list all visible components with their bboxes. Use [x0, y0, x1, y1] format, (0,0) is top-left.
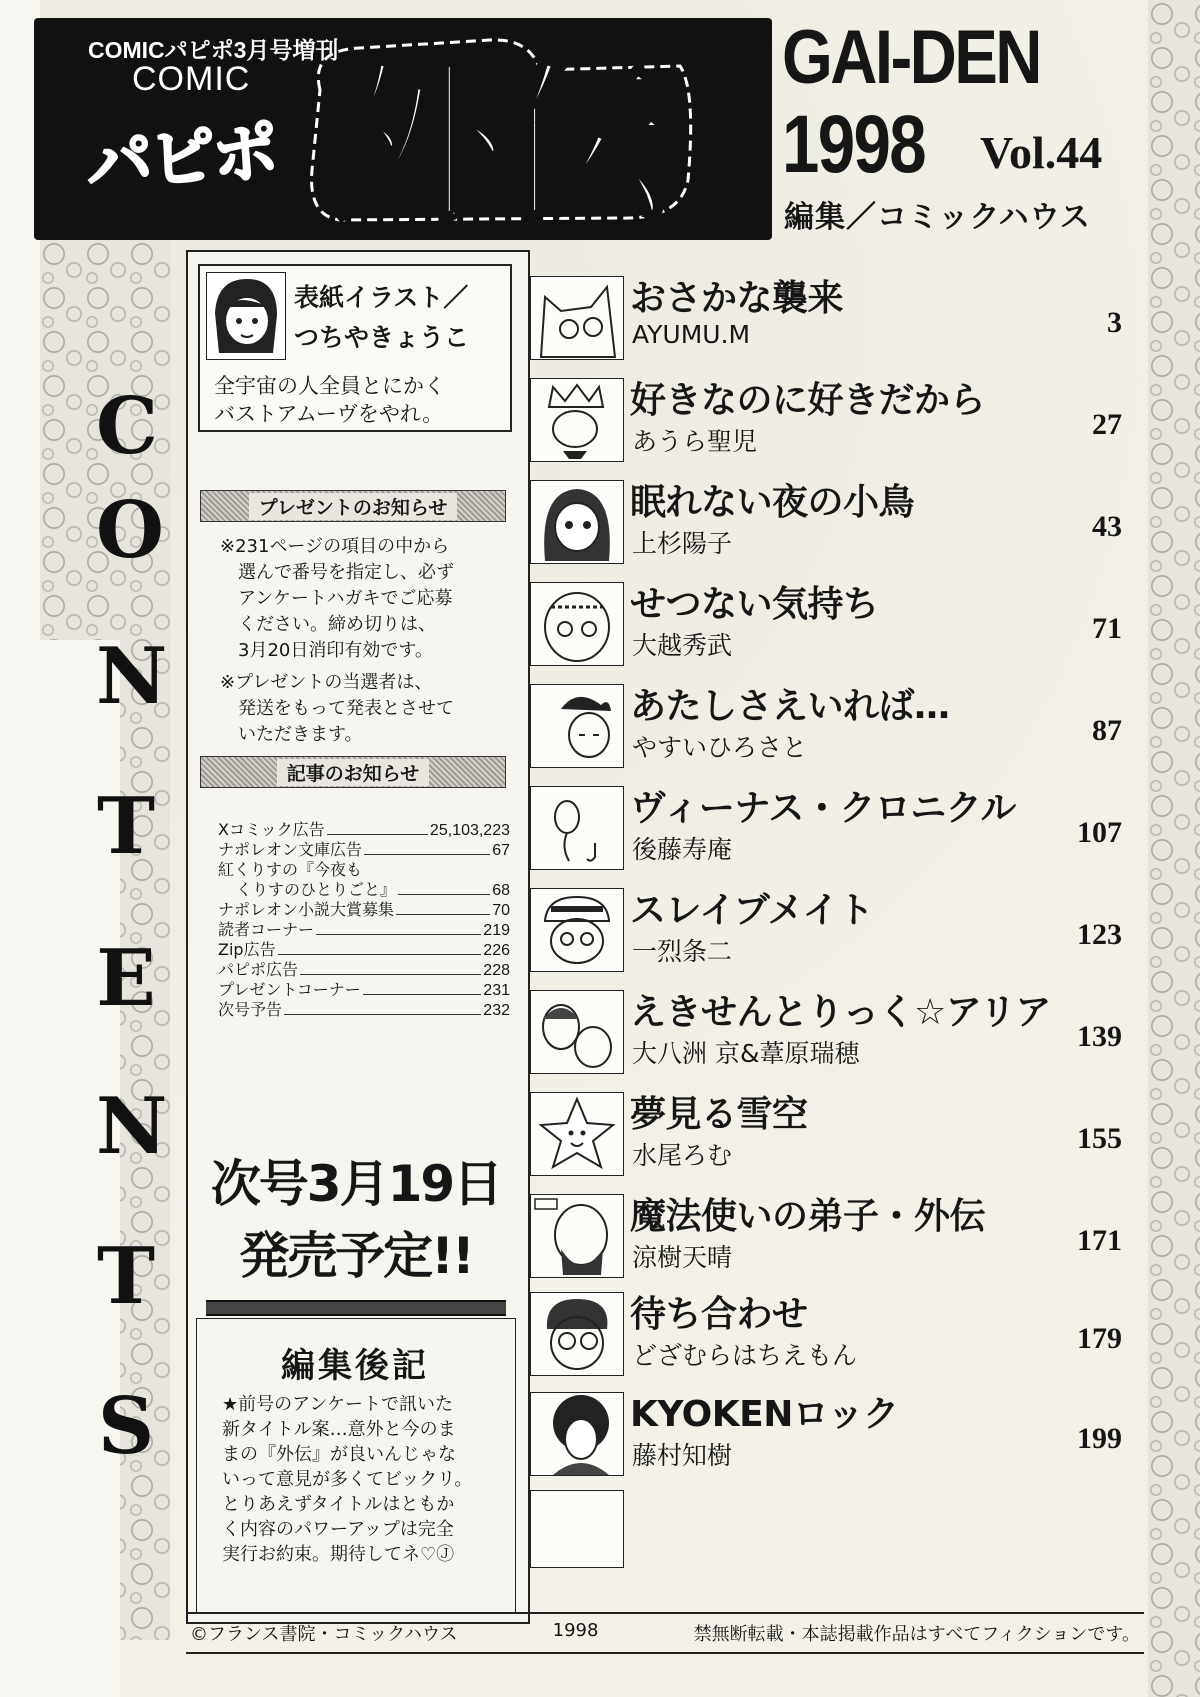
afterword-line: まの『外伝』が良いんじゃな [222, 1444, 456, 1465]
glasses-man-icon [530, 1292, 624, 1376]
toc-entry[interactable] [530, 1284, 1142, 1380]
divider [206, 1300, 506, 1316]
toc-entry[interactable] [530, 982, 1142, 1078]
leader-line [316, 934, 481, 935]
article-name: ナポレオン文庫広告 [218, 840, 363, 859]
leader-line [327, 834, 428, 835]
comic-word: COMIC [132, 60, 251, 98]
toc-author: やすいひろさと [632, 733, 808, 762]
article-page: 231 [483, 982, 510, 999]
leader-line [278, 954, 482, 955]
article-name: プレゼントコーナー [218, 980, 361, 999]
article-page: 68 [492, 882, 510, 899]
empty-thumbnail [530, 1490, 624, 1568]
article-name: Zip広告 [218, 940, 276, 959]
footer-rule [186, 1652, 1144, 1654]
afterword-title: 編集後記 [281, 1346, 429, 1386]
toc-entry[interactable] [530, 472, 1142, 568]
gaiden-title: GAI-DEN [782, 15, 1040, 100]
girl-face-icon [530, 480, 624, 564]
toc-page: 27 [1092, 408, 1122, 441]
articles-heading-bar [200, 756, 506, 788]
cover-artist-thumbnail [206, 272, 286, 360]
article-name: 読者コーナー [218, 920, 315, 939]
toc-entry[interactable] [530, 574, 1142, 670]
list-item [218, 980, 510, 1000]
leader-line [364, 854, 490, 855]
present-line: 3月20日消印有効です。 [238, 640, 433, 661]
toc-author: 後藤寿庵 [632, 835, 733, 864]
articles-heading: 記事のお知らせ [277, 759, 429, 786]
present-heading: プレゼントのお知らせ [249, 493, 458, 520]
cover-note [214, 372, 504, 428]
article-name: ナポレオン小説大賞募集 [218, 900, 395, 919]
toc-title: えきせんとりっく☆アリア [630, 992, 1051, 1033]
leader-line [363, 994, 482, 995]
toc-page: 71 [1092, 612, 1122, 645]
toc-page: 3 [1107, 306, 1122, 339]
bubble-pattern-right [1148, 0, 1200, 1697]
afterword-line: く内容のパワーアップは完全 [222, 1519, 454, 1540]
article-name: くりすのひとりごと』 [236, 880, 397, 899]
title-logo-text: 外伝 [333, 40, 665, 244]
toc-entry[interactable] [530, 1186, 1142, 1282]
present-paragraph-1 [220, 534, 510, 664]
cover-artist: つちやきょうこ [294, 323, 470, 352]
toc-title: あたしさえいれば… [630, 686, 950, 727]
magazine-logo: パピポ [83, 113, 278, 204]
article-page: 228 [483, 962, 510, 979]
toc-title: 魔法使いの弟子・外伝 [630, 1196, 986, 1237]
list-item [218, 1000, 510, 1020]
toc-entry[interactable] [530, 268, 1142, 364]
list-item [218, 840, 510, 860]
cover-note-line: 全宇宙の人全員とにかく [214, 374, 445, 398]
afterword-line: 新タイトル案…意外と今のま [222, 1419, 456, 1440]
toc-title: 眠れない夜の小鳥 [630, 482, 915, 523]
article-page: 226 [483, 942, 510, 959]
present-heading-bar [200, 490, 506, 522]
toc-page: 139 [1077, 1020, 1122, 1053]
smiling-star-icon [530, 1092, 624, 1176]
list-item [218, 960, 510, 980]
toc-entry[interactable] [530, 880, 1142, 976]
afterword-line: ★前号のアンケートで訊いた [222, 1394, 454, 1415]
girl-back-icon [530, 786, 624, 870]
toc-author: 上杉陽子 [632, 529, 733, 558]
afterword-text [222, 1392, 508, 1567]
footer-rule [186, 1612, 1144, 1614]
contents-letter: T [96, 1231, 156, 1322]
next-issue-release: 発売予定!! [239, 1227, 473, 1285]
contents-letter: E [96, 933, 156, 1024]
present-paragraph-2 [220, 670, 510, 748]
article-name: Xコミック広告 [218, 820, 325, 839]
toc-author: 涼樹天晴 [632, 1243, 733, 1272]
contents-letter: O [96, 485, 164, 576]
toc-entry[interactable] [530, 1084, 1142, 1180]
toc-page: 123 [1077, 918, 1122, 951]
article-list [218, 820, 510, 1020]
article-name: 紅くりすの『今夜も [218, 860, 363, 879]
present-line: いただきます。 [238, 724, 363, 745]
cover-note-line: バストアムーヴをやれ。 [214, 402, 444, 426]
cap-boy-icon [530, 888, 624, 972]
toc-title: 好きなのに好きだから [630, 380, 986, 421]
toc-page: 107 [1077, 816, 1122, 849]
toc-title: 待ち合わせ [630, 1294, 808, 1335]
list-item [218, 940, 510, 960]
cat-with-crown-icon [530, 378, 624, 462]
toc-title: KYOKENロック [630, 1394, 899, 1435]
bald-man-icon [530, 1194, 624, 1278]
toc-author: あうら聖児 [632, 427, 758, 456]
article-page: 25,103,223 [429, 822, 510, 839]
contents-letter: S [97, 1381, 155, 1472]
toc-title: ヴィーナス・クロニクル [630, 788, 1016, 829]
list-item [218, 820, 510, 840]
bandaged-face-icon [530, 582, 624, 666]
list-item [218, 880, 510, 900]
supplement-line: COMICパピポ3月号増刊 [88, 37, 339, 63]
girl-face-icon [207, 273, 285, 359]
contents-letter: T [96, 781, 156, 872]
leader-line [284, 1014, 481, 1015]
afro-man-icon [530, 1392, 624, 1476]
article-page: 70 [492, 902, 510, 919]
editor-credit: 編集／コミックハウス [784, 200, 1091, 235]
leader-line [396, 914, 490, 915]
article-page: 232 [483, 1002, 510, 1019]
toc-title: 夢見る雪空 [630, 1094, 808, 1135]
toc-author: 水尾ろむ [632, 1141, 733, 1170]
two-faces-icon [530, 990, 624, 1074]
present-line: アンケートハガキでご応募 [238, 588, 453, 609]
sleepy-boy-icon [530, 684, 624, 768]
toc-page: 155 [1077, 1122, 1122, 1155]
volume-label: Vol.44 [980, 127, 1103, 178]
present-line: 選んで番号を指定し、必ず [238, 562, 454, 583]
toc-title: せつない気持ち [630, 584, 879, 625]
toc-author: 藤村知樹 [632, 1441, 733, 1470]
toc-entry[interactable] [530, 370, 1142, 466]
toc-page: 199 [1077, 1422, 1122, 1455]
toc-author: 大越秀武 [632, 631, 733, 660]
article-page: 67 [492, 842, 510, 859]
present-line: ください。締め切りは、 [238, 614, 436, 635]
next-issue-announcement [196, 1148, 516, 1292]
footer-year: 1998 [552, 1620, 599, 1641]
toc-title: おさかな襲来 [630, 278, 844, 319]
present-line: 発送をもって発表とさせて [238, 698, 454, 719]
toc-author: AYUMU.M [632, 320, 751, 349]
afterword-line: とりあえずタイトルはともか [222, 1494, 455, 1515]
contents-letter: C [96, 381, 159, 472]
list-item [218, 920, 510, 940]
toc-page: 171 [1077, 1224, 1122, 1257]
contents-letter: N [96, 1081, 168, 1172]
toc-page: 43 [1092, 510, 1122, 543]
cat-with-glasses-icon [530, 276, 624, 360]
toc-author: 一烈条二 [632, 937, 733, 966]
footer-notice: 禁無断転載・本誌掲載作品はすべてフィクションです。 [693, 1624, 1140, 1645]
toc-entry[interactable] [530, 1384, 1142, 1480]
leader-line [300, 974, 481, 975]
contents-letter: N [96, 631, 168, 722]
year-label: 1998 [782, 99, 926, 190]
present-line: ※プレゼントの当選者は、 [220, 672, 433, 693]
list-item [218, 900, 510, 920]
toc-entry[interactable] [530, 778, 1142, 874]
next-issue-date: 次号3月19日 [210, 1155, 502, 1213]
cover-label: 表紙イラスト／ [294, 283, 469, 312]
footer-copyright: ©フランス書院・コミックハウス [190, 1624, 458, 1645]
toc-page: 179 [1077, 1322, 1122, 1355]
toc-entry[interactable] [530, 676, 1142, 772]
afterword-line: いって意見が多くてビックリ。 [222, 1469, 473, 1490]
toc-title: スレイブメイト [630, 890, 874, 931]
article-page: 219 [483, 922, 510, 939]
leader-line [398, 894, 490, 895]
toc-author: どざむらはちえもん [632, 1341, 858, 1370]
present-line: ※231ページの項目の中から [220, 536, 450, 557]
title-logo [296, 24, 702, 244]
afterword-line: 実行お約束。期待してネ♡Ⓙ [222, 1544, 455, 1565]
footer [190, 1620, 1140, 1646]
article-name: 次号予告 [218, 1000, 283, 1019]
toc-author: 大八洲 京&葦原瑞穂 [632, 1039, 860, 1068]
toc-page: 87 [1092, 714, 1122, 747]
list-item [218, 860, 510, 880]
article-name: パピポ広告 [218, 960, 299, 979]
